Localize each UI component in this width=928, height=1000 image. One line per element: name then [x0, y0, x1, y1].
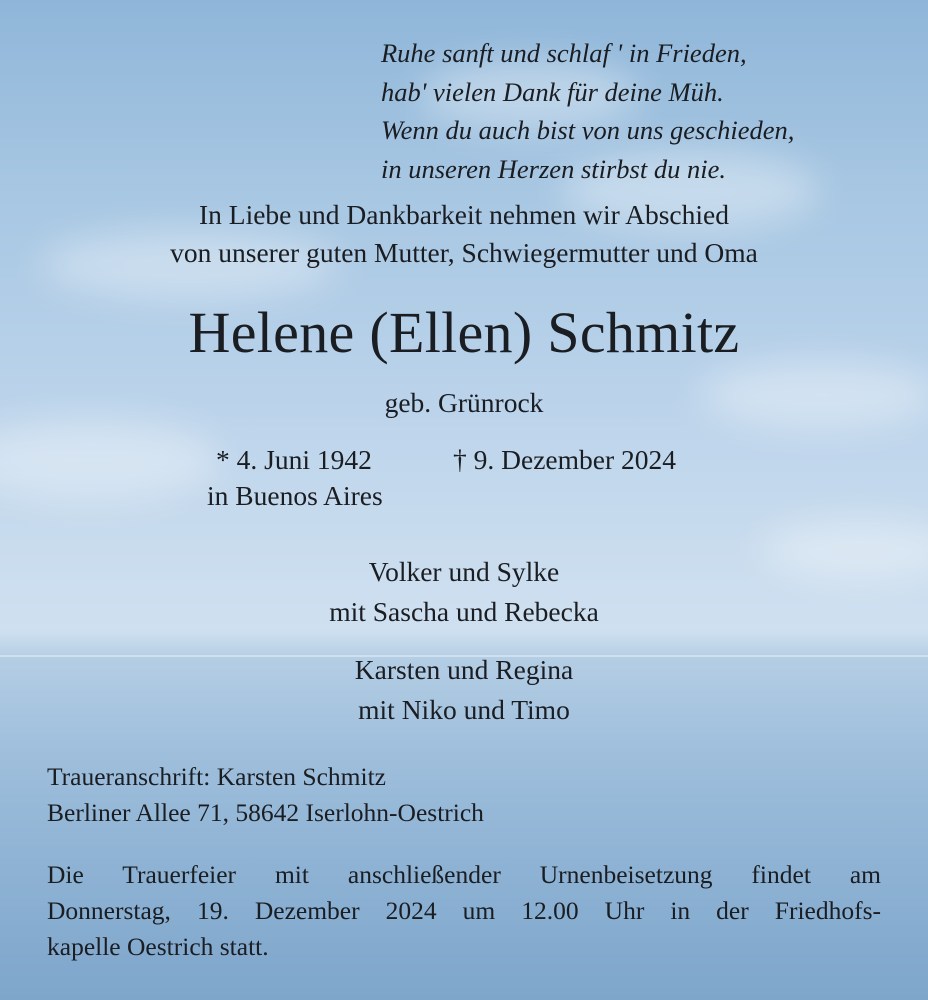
poem	[381, 34, 921, 188]
death-date: † 9. Dezember 2024	[453, 444, 676, 475]
family-names: Volker und Sylke	[368, 556, 560, 587]
birth-name: geb. Grünrock	[384, 387, 544, 418]
address-line: Berliner Allee 71, 58642 Iserlohn-Oestrich	[47, 798, 484, 827]
cloud	[0, 420, 220, 500]
poem-line: in unseren Herzen stirbst du nie.	[381, 153, 726, 184]
poem-line: Ruhe sanft und schlaf ' in Frieden,	[381, 38, 747, 68]
mourning-address	[47, 759, 484, 831]
poem-line: Wenn du auch bist von uns geschieden,	[381, 115, 795, 145]
notice-line: Donnerstag, 19. Dezember 2024 um 12.00 Uhr in der Friedhofs-	[47, 896, 881, 925]
family-names: mit Sascha und Rebecka	[329, 596, 599, 627]
birth-date: * 4. Juni 1942	[216, 444, 372, 475]
intro-text	[0, 196, 928, 272]
notice-line: Die Trauerfeier mit anschließender Urnenbeisetzung findet am	[47, 860, 881, 889]
intro-line: von unserer guten Mutter, Schwiegermutter und Oma	[170, 237, 758, 268]
address-line: Traueranschrift: Karsten Schmitz	[47, 762, 386, 791]
family-names: mit Niko und Timo	[358, 694, 570, 725]
family-names: Karsten und Regina	[354, 654, 574, 685]
funeral-notice	[47, 857, 881, 965]
birth-info	[207, 442, 383, 514]
deceased-name: Helene (Ellen) Schmitz	[188, 300, 740, 365]
family-group	[0, 650, 928, 730]
family-group	[0, 552, 928, 632]
notice-line: kapelle Oestrich statt.	[47, 932, 269, 961]
intro-line: In Liebe und Dankbarkeit nehmen wir Abschied	[199, 199, 729, 230]
poem-line: hab' vielen Dank für deine Müh.	[381, 76, 724, 107]
birthplace: in Buenos Aires	[207, 480, 383, 511]
